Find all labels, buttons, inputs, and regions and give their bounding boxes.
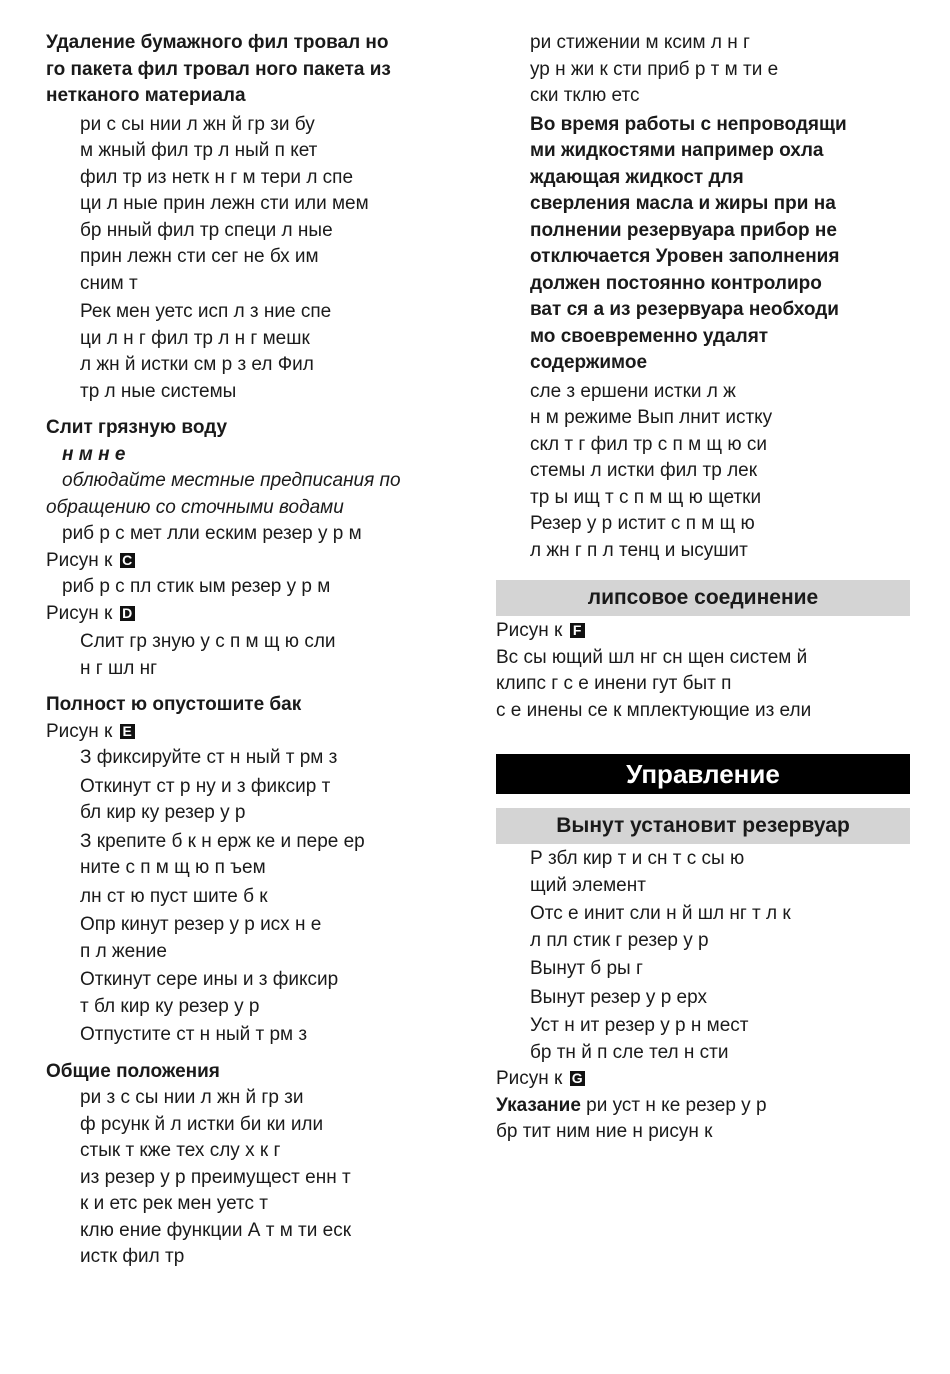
note-label: н м н е: [62, 443, 126, 465]
paragraph-line: сле з ершени истки л ж: [530, 380, 736, 402]
note-line: [496, 1093, 910, 1120]
paragraph-line: л жн г п л тенц и ысушит: [530, 539, 748, 561]
step-line: Отпустите ст н ный т рм з: [80, 1024, 308, 1045]
paragraph-line: стемы л истки фил тр лек: [530, 460, 758, 481]
right-column: [496, 30, 910, 1146]
paragraph-line: л жн й истки см р з ел Фил: [80, 354, 314, 375]
paragraph-line: из резер у р преимущест енн т: [80, 1166, 351, 1188]
warning-line: Во время работы с непроводящи: [530, 113, 847, 135]
general-section: [46, 1059, 466, 1271]
paragraph-line: риб р с мет лли еским резер у р м: [62, 523, 362, 544]
warning-line: полнении резервуара прибор не: [530, 219, 837, 241]
note-label: Указание: [496, 1094, 581, 1116]
clip-connection-header: липсовое соединение: [496, 580, 910, 616]
figure-badge-c: C: [120, 553, 135, 568]
step-line: п л жение: [80, 940, 167, 962]
paragraph-line: ци л ные прин лежн сти или мем: [80, 193, 369, 214]
paragraph-line: риб р с пл стик ым резер у р м: [62, 576, 331, 597]
paragraph-line: тр ы ищ т с п м щ ю щетки: [530, 486, 762, 508]
note-text: обращению со сточными водами: [46, 496, 344, 518]
step-line: З крепите б к н ерж ке и пере ер: [80, 830, 365, 852]
note-text: облюдайте местные предписания по: [62, 470, 401, 491]
after-cleaning-paragraph: [496, 379, 910, 565]
figure-label: Рисун к: [46, 602, 113, 624]
paragraph-line: клю ение функции А т м ти еск: [80, 1219, 352, 1241]
paragraph-line: ри с сы нии л жн й гр зи бу: [80, 113, 315, 135]
step-line: т бл кир ку резер у р: [80, 995, 260, 1017]
note-text: бр тит ним ние н рисун к: [496, 1121, 713, 1142]
warning-line: мо своевременно удалят: [530, 325, 769, 347]
step-line: Уст н ит резер у р н мест: [530, 1015, 749, 1036]
paragraph-line: скл т г фил тр с п м щ ю си: [530, 433, 767, 455]
figure-label: Рисун к: [496, 1068, 563, 1089]
max-level-paragraph: [496, 30, 910, 110]
paragraph-line: н м режиме Вып лнит истку: [530, 407, 773, 428]
figure-badge-g: G: [570, 1071, 585, 1086]
paragraph-line: Вс сы ющий шл нг сн щен систем й: [496, 646, 808, 668]
paragraph-line: Рек мен уетс исп л з ние спе: [80, 301, 332, 322]
figure-ref-c: [46, 548, 466, 575]
paragraph-line: ри стижении м ксим л н г: [530, 32, 750, 53]
step-line: Откинут сере ины и з фиксир: [80, 969, 339, 990]
drain-section: [46, 415, 466, 682]
step-line: Опр кинут резер у р исх н е: [80, 914, 322, 935]
figure-ref-e: [46, 719, 466, 746]
remove-filter-section: [46, 30, 466, 405]
warning-line: ждающая жидкост для: [530, 166, 744, 188]
step-line: бр тн й п сле тел н сти: [530, 1041, 729, 1063]
warning-line: содержимое: [530, 352, 648, 373]
warning-line: должен постоянно контролиро: [530, 272, 822, 294]
warning-line: отключается Уровен заполнения: [530, 246, 840, 267]
step-line: Отс е инит сли н й шл нг т л к: [530, 903, 791, 924]
left-column: [46, 30, 466, 1271]
paragraph-line: сним т: [80, 272, 138, 294]
figure-label: Рисун к: [46, 549, 113, 571]
figure-label: Рисун к: [46, 720, 113, 742]
paragraph-line: с е инены се к мплектующие из ели: [496, 699, 812, 721]
section-title-bar: Управление: [496, 754, 910, 794]
paragraph-line: клипс г с е инени гут быт п: [496, 673, 732, 694]
paragraph-line: ци л н г фил тр л н г мешк: [80, 327, 310, 349]
step-line: Откинут ст р ну и з фиксир т: [80, 775, 331, 797]
step-line: Р збл кир т и сн т с сы ю: [530, 848, 745, 869]
section-heading: Полност ю опустошите бак: [46, 694, 302, 715]
section-heading: нетканого материала: [46, 85, 246, 106]
warning-line: сверления масла и жиры при на: [530, 193, 836, 214]
paragraph-line: ски тклю етс: [530, 85, 640, 106]
warning-line: ми жидкостями например охла: [530, 140, 824, 161]
subsection-header: Вынут установит резервуар: [496, 808, 910, 844]
section-heading: го пакета фил тровал ного пакета из: [46, 58, 391, 80]
figure-ref-g: [496, 1066, 910, 1093]
paragraph-line: Слит гр зную у с п м щ ю сли: [80, 631, 336, 652]
note-text: ри уст н ке резер у р: [580, 1094, 767, 1116]
paragraph-line: ри з с сы нии л жн й гр зи: [80, 1087, 304, 1108]
paragraph-line: фил тр из нетк н г м тери л спе: [80, 166, 354, 188]
paragraph-line: истк фил тр: [80, 1246, 185, 1267]
paragraph-line: тр л ные системы: [80, 380, 237, 402]
section-heading: Общие положения: [46, 1060, 220, 1082]
section-heading: Слит грязную воду: [46, 417, 228, 438]
step-line: лн ст ю пуст шите б к: [80, 885, 268, 907]
step-line: щий элемент: [530, 874, 646, 896]
figure-label: Рисун к: [496, 620, 563, 641]
empty-tank-section: [46, 692, 466, 1049]
step-line: бл кир ку резер у р: [80, 802, 246, 823]
step-line: л пл стик г резер у р: [530, 929, 709, 951]
figure-badge-d: D: [120, 606, 135, 621]
paragraph-line: ф рсунк й л истки би ки или: [80, 1113, 324, 1135]
paragraph-line: н г шл нг: [80, 657, 158, 679]
paragraph-line: к и етс рек мен уетс т: [80, 1193, 269, 1214]
figure-ref-d: [46, 601, 466, 628]
warning-line: ват ся а из резервуара необходи: [530, 299, 839, 320]
warning-paragraph: [496, 112, 910, 377]
paragraph-line: стык т кже тех слу х к г: [80, 1140, 281, 1161]
step-line: Вынут резер у р ерх: [530, 986, 707, 1008]
step-line: Вынут б ры г: [530, 958, 643, 979]
paragraph-line: Резер у р истит с п м щ ю: [530, 513, 755, 534]
step-line: ните с п м щ ю п ъем: [80, 857, 266, 878]
paragraph-line: бр нный фил тр специ л ные: [80, 219, 333, 241]
paragraph-line: ур н жи к сти приб р т м ти е: [530, 58, 779, 80]
paragraph-line: прин лежн сти сег не бх им: [80, 246, 319, 267]
step-line: З фиксируйте ст н ный т рм з: [80, 747, 338, 768]
figure-badge-f: F: [570, 623, 585, 638]
figure-badge-e: E: [120, 724, 135, 739]
section-heading: Удаление бумажного фил тровал но: [46, 32, 389, 53]
paragraph-line: м жный фил тр л ный п кет: [80, 140, 318, 161]
figure-ref-f: [496, 618, 910, 645]
